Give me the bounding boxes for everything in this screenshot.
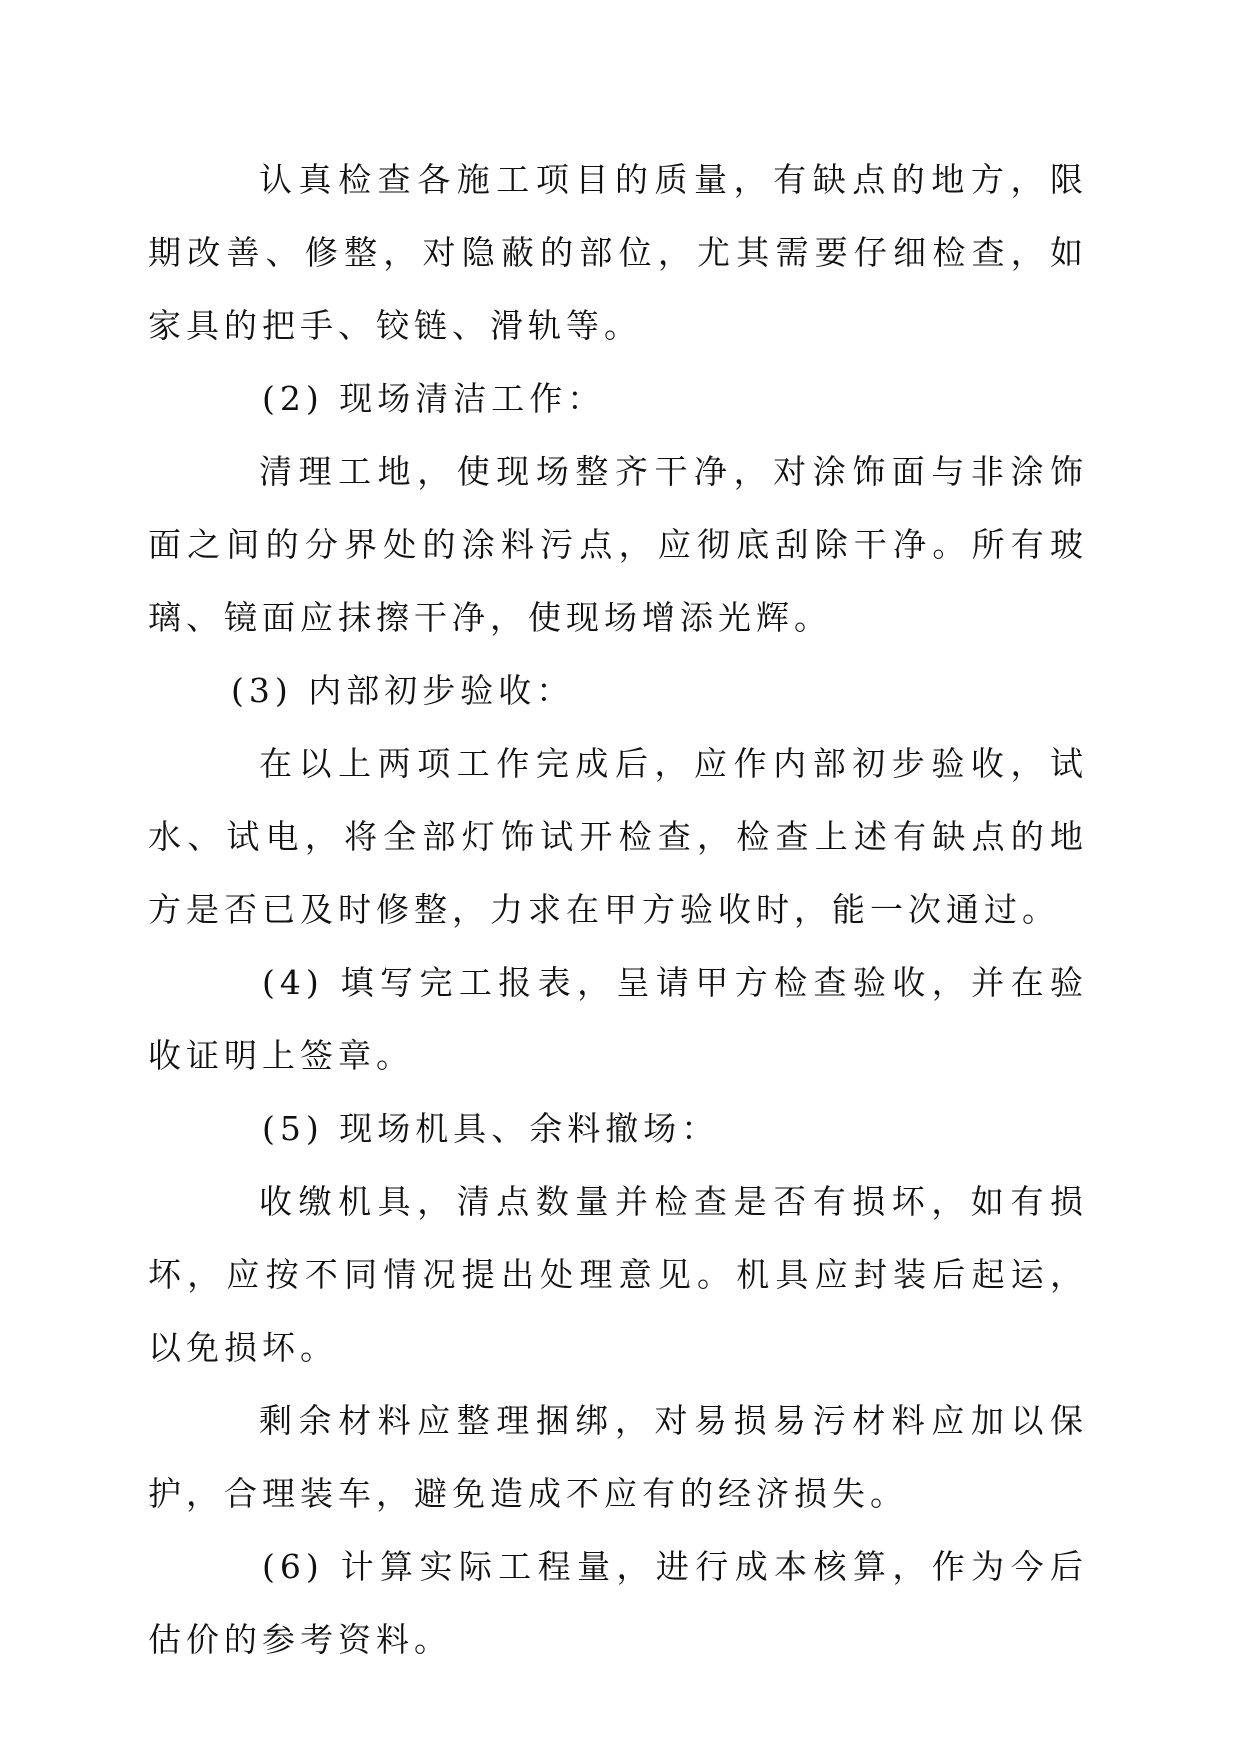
document-body [148, 143, 1088, 1676]
subheading-site-cleaning: (2) 现场清洁工作： [262, 379, 606, 418]
paragraph-cost-accounting: (6) 计算实际工程量，进行成本核算，作为今后估价的参考资料。 [148, 1547, 1088, 1659]
paragraph-equipment-collection: 收缴机具，清点数量并检查是否有损坏，如有损坏，应按不同情况提出处理意见。机具应封装后起运，以免损坏。 [148, 1182, 1088, 1367]
paragraph-quality-check: 认真检查各施工项目的质量，有缺点的地方，限期改善、修整，对隐蔽的部位，尤其需要仔细检查，如家具的把手、铰链、滑轨等。 [148, 160, 1088, 345]
paragraph-site-cleaning: 清理工地，使现场整齐干净，对涂饰面与非涂饰面之间的分界处的涂料污点，应彻底刮除干净。所有玻璃、镜面应抹擦干净，使现场增添光辉。 [148, 452, 1088, 637]
paragraph-internal-inspection: 在以上两项工作完成后，应作内部初步验收，试水、试电，将全部灯饰试开检查，检查上述有缺点的地方是否已及时修整，力求在甲方验收时，能一次通过。 [148, 744, 1088, 929]
paragraph-surplus-materials: 剩余材料应整理捆绑，对易损易污材料应加以保护，合理装车，避免造成不应有的经济损失。 [148, 1401, 1088, 1513]
paragraph-completion-report: (4) 填写完工报表，呈请甲方检查验收，并在验收证明上签章。 [148, 963, 1088, 1075]
subheading-equipment-removal: (5) 现场机具、余料撤场： [262, 1109, 720, 1148]
subheading-internal-inspection: (3) 内部初步验收： [231, 671, 575, 710]
